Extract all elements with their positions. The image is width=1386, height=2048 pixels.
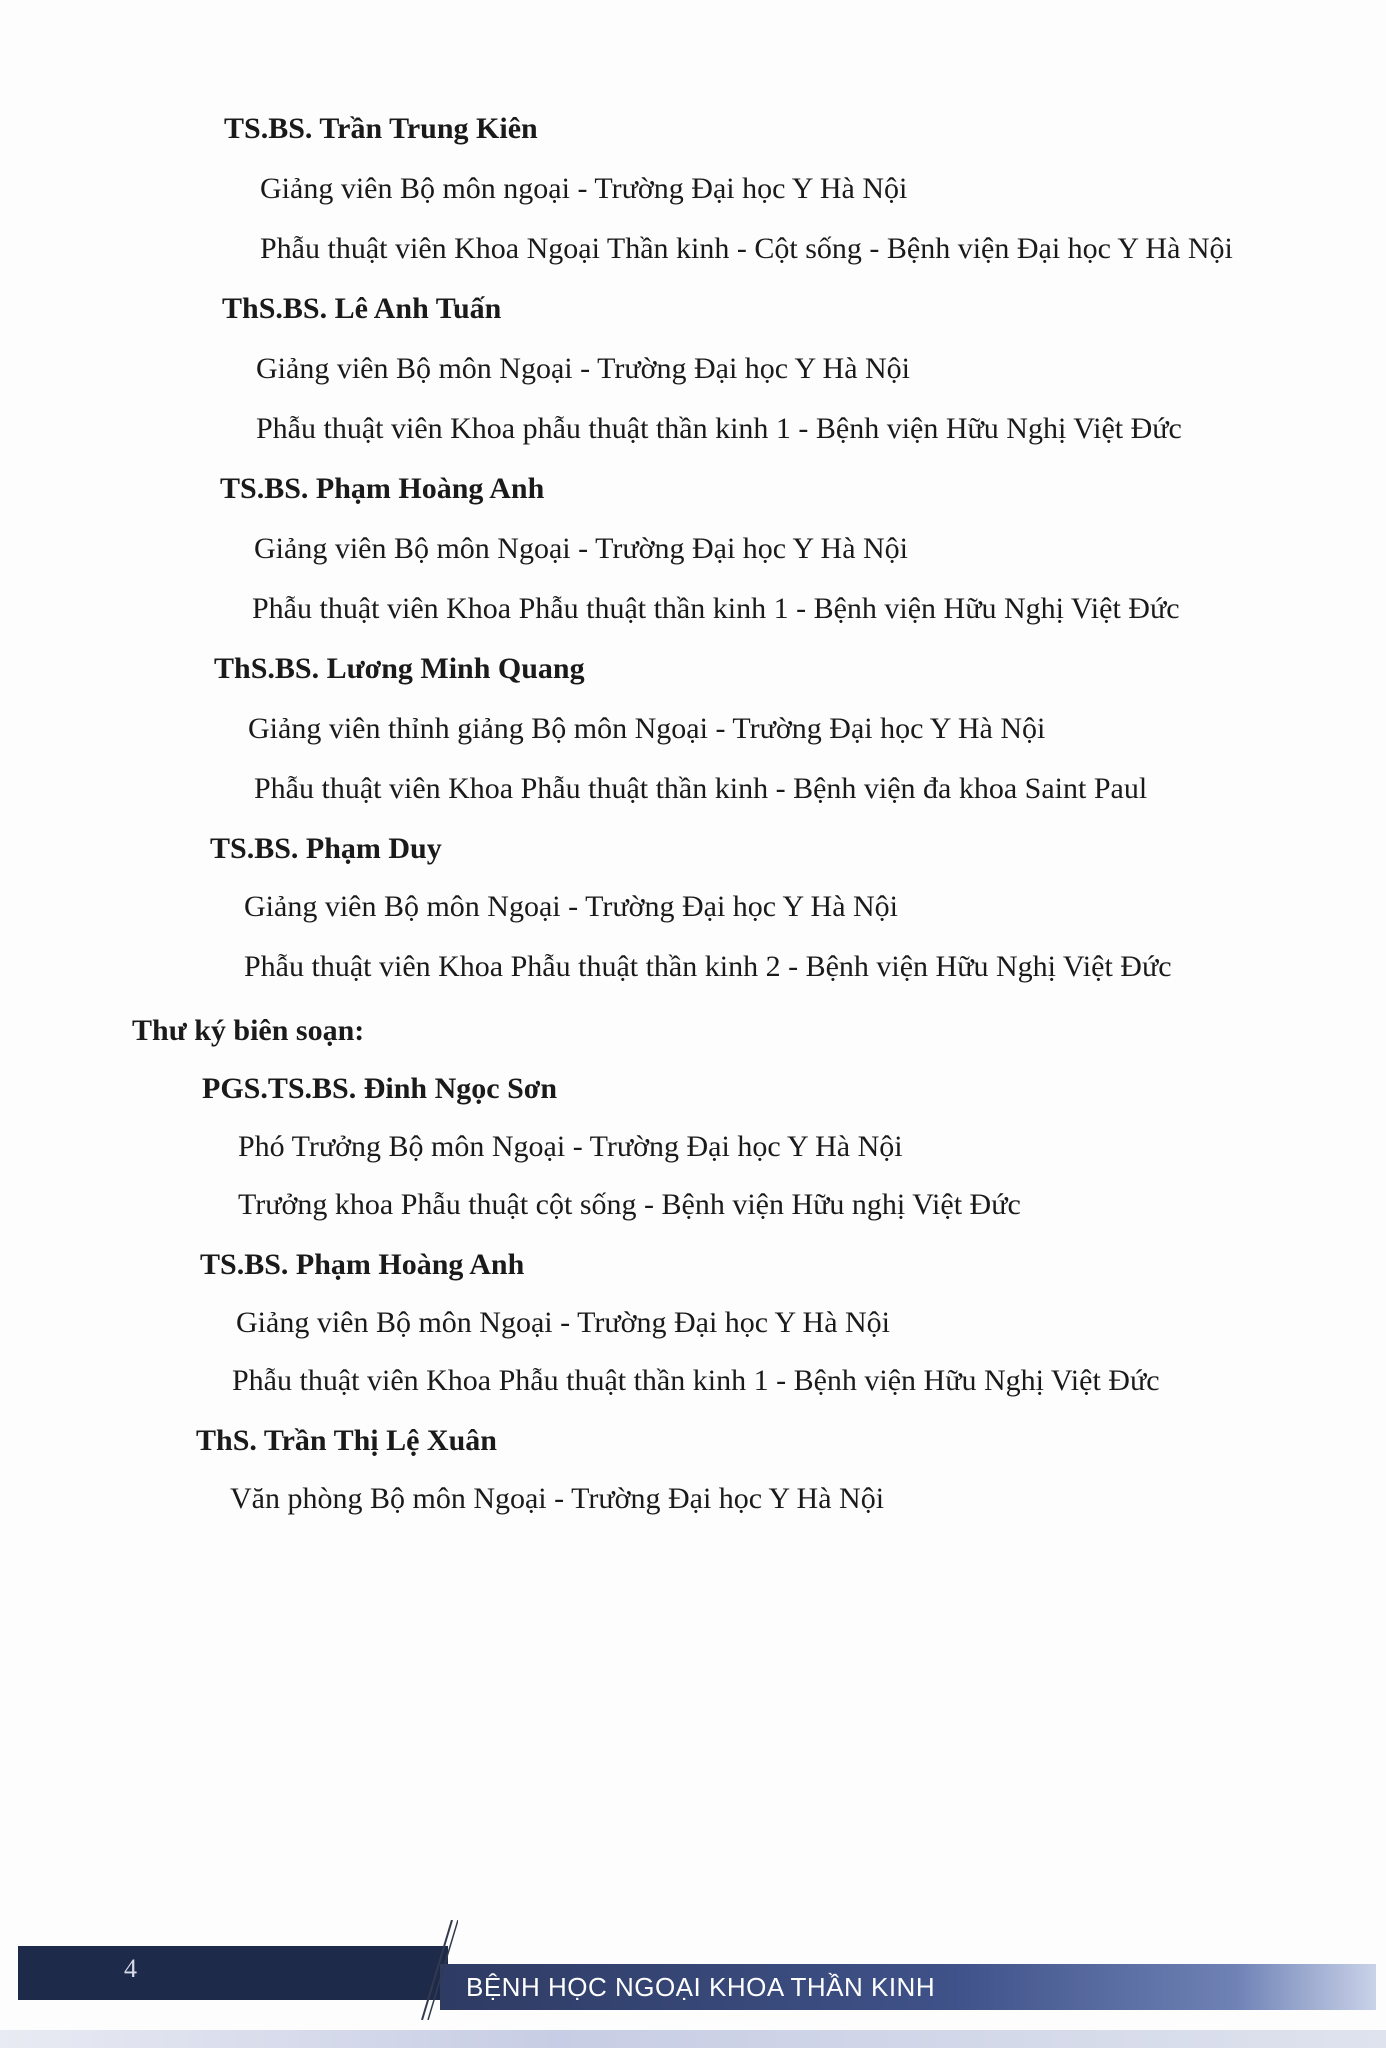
section-title: Thư ký biên soạn:: [132, 1014, 365, 1047]
person-name: TS.BS. Phạm Duy: [210, 832, 442, 865]
footer-band-left: [18, 1946, 448, 2000]
bottom-edge-strip: [0, 2030, 1386, 2048]
person-name: ThS.BS. Lê Anh Tuấn: [222, 292, 502, 325]
book-title: BỆNH HỌC NGOẠI KHOA THẦN KINH: [466, 1972, 936, 2002]
person-name: ThS. Trần Thị Lệ Xuân: [196, 1424, 497, 1457]
person-affiliation: Giảng viên Bộ môn Ngoại - Trường Đại học Y Hà Nội: [254, 532, 909, 565]
person-affiliation: Phẫu thuật viên Khoa Ngoại Thần kinh - Cột sống - Bệnh viện Đại học Y Hà Nội: [260, 232, 1233, 265]
person-affiliation: Trưởng khoa Phẫu thuật cột sống - Bệnh viện Hữu nghị Việt Đức: [238, 1188, 1021, 1221]
person-affiliation: Giảng viên Bộ môn Ngoại - Trường Đại học Y Hà Nội: [236, 1306, 891, 1339]
person-affiliation: Phó Trưởng Bộ môn Ngoại - Trường Đại học Y Hà Nội: [238, 1130, 903, 1163]
person-name: TS.BS. Phạm Hoàng Anh: [200, 1248, 525, 1281]
person-name: PGS.TS.BS. Đinh Ngọc Sơn: [202, 1072, 558, 1105]
person-affiliation: Phẫu thuật viên Khoa Phẫu thuật thần kinh 1 - Bệnh viện Hữu Nghị Việt Đức: [252, 592, 1180, 625]
page-footer: [0, 1940, 1386, 2010]
footer-slash-decoration: [418, 1920, 458, 2020]
page-number: 4: [124, 1954, 137, 1983]
person-name: ThS.BS. Lương Minh Quang: [214, 652, 585, 685]
person-affiliation: Giảng viên Bộ môn ngoại - Trường Đại học Y Hà Nội: [260, 172, 908, 205]
person-affiliation: Văn phòng Bộ môn Ngoại - Trường Đại học Y Hà Nội: [230, 1482, 885, 1515]
person-affiliation: Giảng viên Bộ môn Ngoại - Trường Đại học Y Hà Nội: [244, 890, 899, 923]
person-name: TS.BS. Trần Trung Kiên: [224, 112, 538, 145]
person-affiliation: Phẫu thuật viên Khoa Phẫu thuật thần kinh 1 - Bệnh viện Hữu Nghị Việt Đức: [232, 1364, 1160, 1397]
person-affiliation: Phẫu thuật viên Khoa phẫu thuật thần kinh 1 - Bệnh viện Hữu Nghị Việt Đức: [256, 412, 1182, 445]
person-affiliation: Giảng viên thỉnh giảng Bộ môn Ngoại - Trường Đại học Y Hà Nội: [248, 712, 1046, 745]
person-affiliation: Giảng viên Bộ môn Ngoại - Trường Đại học Y Hà Nội: [256, 352, 911, 385]
person-name: TS.BS. Phạm Hoàng Anh: [220, 472, 545, 505]
person-affiliation: Phẫu thuật viên Khoa Phẫu thuật thần kinh - Bệnh viện đa khoa Saint Paul: [254, 772, 1148, 805]
person-affiliation: Phẫu thuật viên Khoa Phẫu thuật thần kinh 2 - Bệnh viện Hữu Nghị Việt Đức: [244, 950, 1172, 983]
